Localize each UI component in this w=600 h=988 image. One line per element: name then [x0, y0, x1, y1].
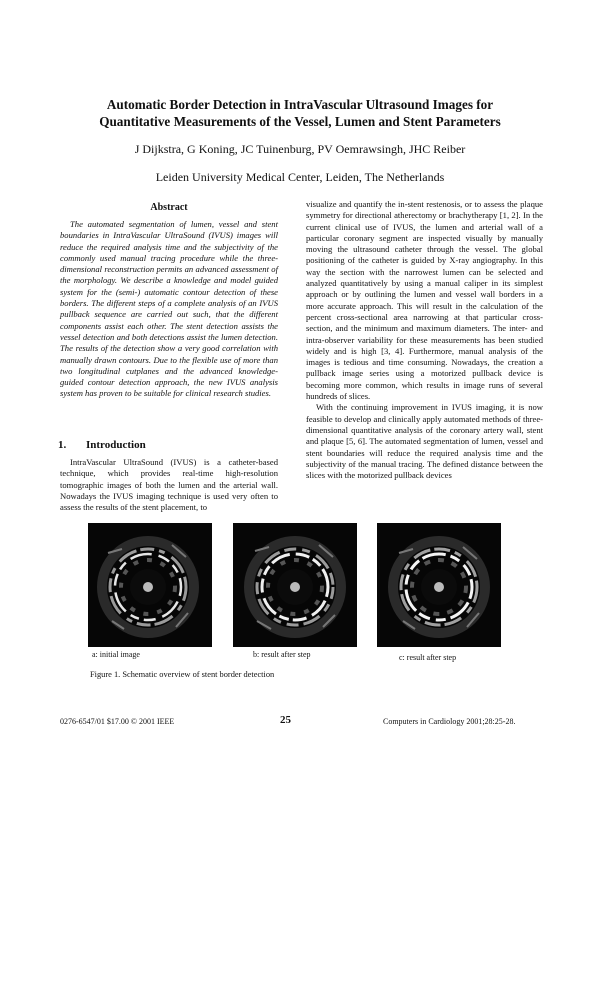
figure-panel-c — [377, 523, 501, 647]
right-paragraph-1: visualize and quantify the in-stent restenosis, or to assess the plaque symmetry for directional atherectomy or brachytherapy [1, 2]. In the current clinical use of IVUS, the lumen and arterial wall of a particular coronary segment are inspected visually by manually moving the ultrasound catheter through the vessel. The global positioning of the catheter is guided by X-ray angiography. In this way the section with the narrowest lumen can be selected and analyzed quantitatively by using a manual caliper in its simplest approach or by outlining the lumen and vessel wall borders in a more accurate approach. This will result in the calculation of the percent cross-sectional area narrowing at that particular cross-section, and the minimum and maximum diameters. The inter- and intra-observer variability for these measurements has been studied widely and is high [3, 4]. Furthermore, manual analysis of the images is tedious and time consuming. Nowadays, the creation a pullback image series using a motorized pullback device is becoming more common, which results in image runs of several hundreds of slices. — [306, 199, 543, 402]
ivus-image-icon — [88, 523, 212, 647]
right-column — [306, 199, 543, 481]
ivus-image-icon — [377, 523, 501, 647]
introduction-body — [60, 457, 278, 513]
figure-caption: Figure 1. Schematic overview of stent border detection — [90, 670, 275, 679]
section-heading-introduction — [58, 439, 278, 451]
author-list: J Dijkstra, G Koning, JC Tuinenburg, PV Oemrawsingh, JHC Reiber — [134, 142, 466, 156]
abstract-heading: Abstract — [150, 202, 188, 213]
footer-copyright: 0276-6547/01 $17.00 © 2001 IEEE — [60, 717, 175, 726]
title-line-2: Quantitative Measurements of the Vessel, Lumen and Stent Parameters — [99, 114, 501, 129]
abstract-text: The automated segmentation of lumen, vessel and stent boundaries in IntraVascular UltraSound (IVUS) images will reduce the required analysis time and the subjectivity of the commonly used manual tracing procedure while the three-dimensional reconstruction permits an advanced assessment of the morphology. We describe a knowledge and model guided system for the (semi-) automatic contour detection of these borders. The different steps of a complete analysis of an IVUS pullback sequence are carried out such, that the different components assist each other. The stent detection assists the vessel detection and both detections assist the lumen detection. The results of the detection show a very good correlation with manually drawn contours. Due to the flexible use of more than two longitudinal cutplanes and the advanced knowledge-guided contour detection approach, the new IVUS analysis system has proven to be suitable for clinical research studies. — [60, 219, 278, 399]
ivus-image-icon — [233, 523, 357, 647]
section-number: 1. — [58, 439, 67, 451]
right-paragraph-2: With the continuing improvement in IVUS imaging, it is now feasible to develop and clinically apply automated methods of three-dimensional quantitative analysis of the coronary artery wall, stent and plaque [5, 6]. The automated segmentation of lumen, vessel and stent boundaries will reduce the required analysis time and the subjectivity of the manual tracing. The defined distance between the slices with the motorized pullback devices — [306, 402, 543, 481]
figure-panel-a — [88, 523, 212, 647]
introduction-paragraph: IntraVascular UltraSound (IVUS) is a catheter-based technique, which provides real-time high-resolution tomographic images of both the lumen and the arterial wall. Nowadays the IVUS imaging technique is used very often to assess the results of the stent placement, to — [60, 457, 278, 513]
panel-label-c: c: result after step — [399, 653, 457, 662]
paper-title — [60, 96, 540, 130]
panel-label-b: b: result after step — [253, 650, 311, 659]
footer-citation: Computers in Cardiology 2001;28:25-28. — [383, 717, 516, 726]
figure-panel-b — [233, 523, 357, 647]
title-line-1: Automatic Border Detection in IntraVascular Ultrasound Images for — [106, 97, 494, 112]
page-number: 25 — [280, 714, 291, 726]
abstract-body — [60, 219, 278, 400]
panel-label-a: a: initial image — [92, 650, 140, 659]
affiliation: Leiden University Medical Center, Leiden, The Netherlands — [155, 170, 445, 184]
section-title: Introduction — [86, 439, 146, 451]
